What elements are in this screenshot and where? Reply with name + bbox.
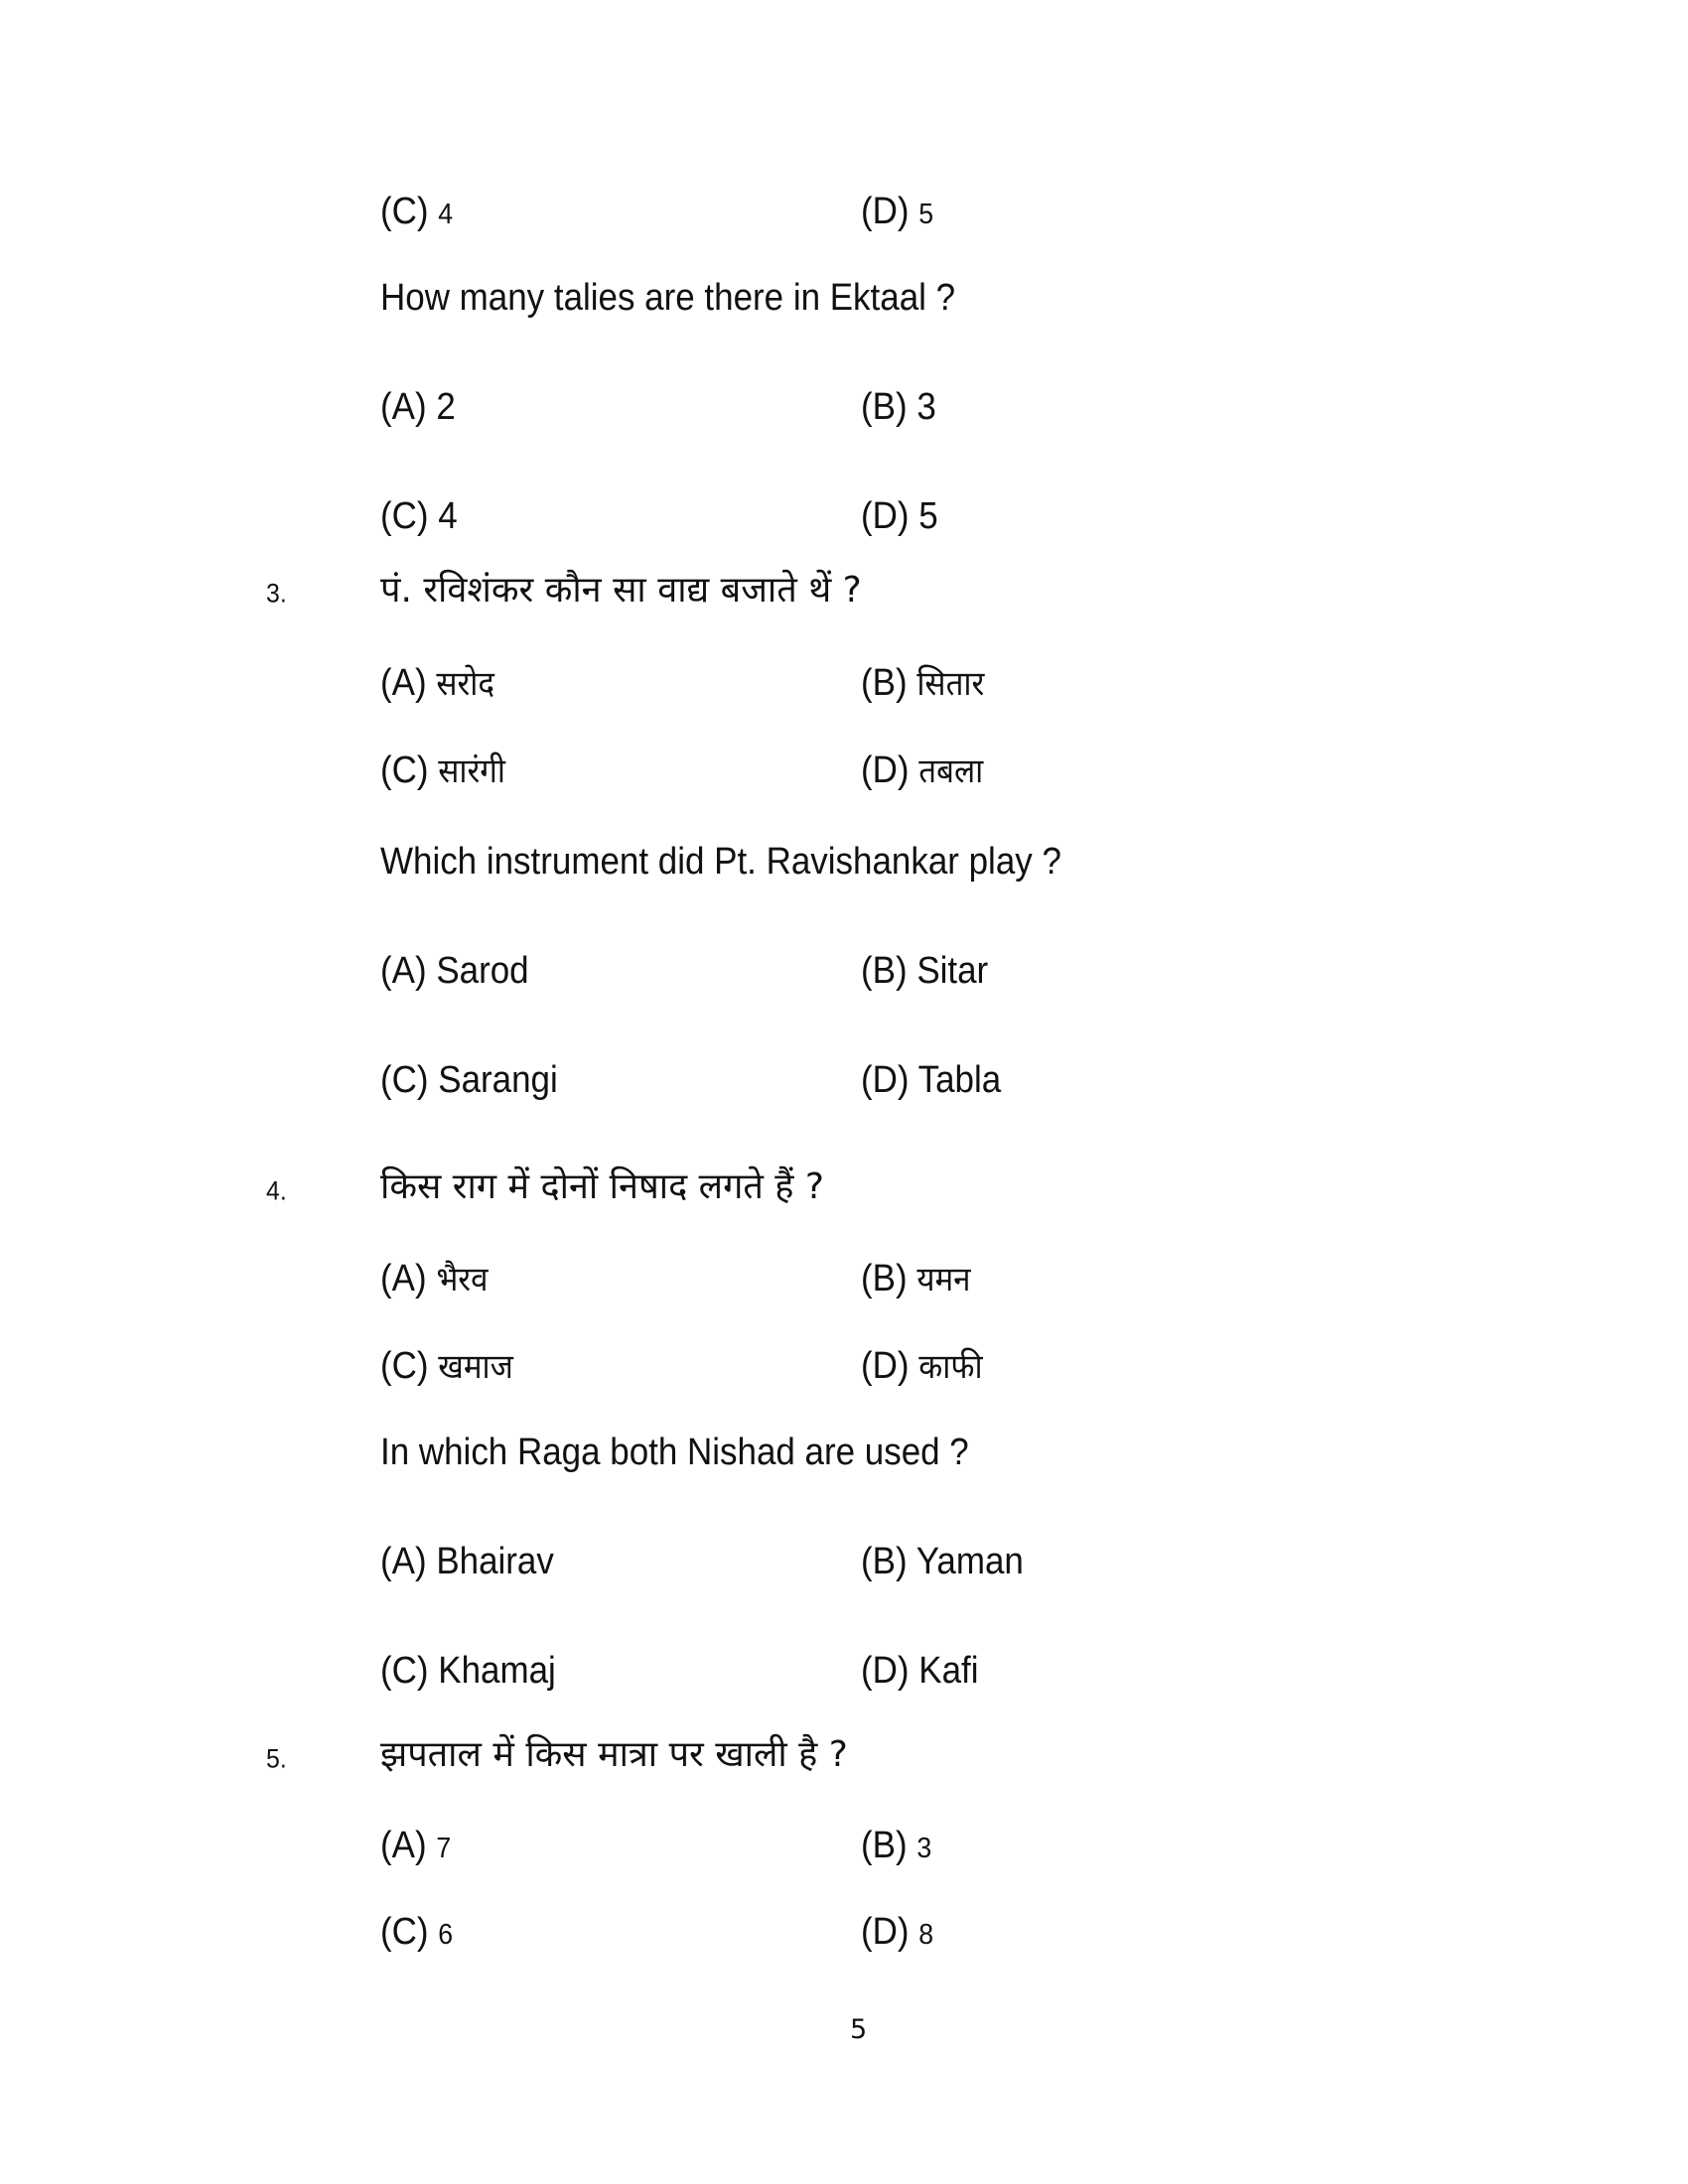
option-label: (B) [861, 1258, 908, 1299]
option-label: (C) [380, 191, 429, 232]
option-a [380, 664, 494, 702]
option-value: 7 [436, 1833, 452, 1864]
option-a [380, 1260, 489, 1297]
option-value: 8 [918, 1919, 934, 1951]
option-label: (B) [861, 386, 908, 428]
option-value: सरोद [436, 664, 494, 704]
option-label: (B) [861, 950, 908, 992]
question-text-hindi: किस राग में दोनों निषाद लगते हैं ? [380, 1166, 824, 1207]
question-text-english: In which Raga both Nishad are used ? [380, 1432, 969, 1473]
option-b [861, 1260, 971, 1297]
option-value: खमाज [438, 1347, 513, 1387]
option-label: (C) [380, 1345, 429, 1387]
option-label: (D) [861, 1059, 910, 1101]
option-d [861, 1913, 933, 1951]
option-a [380, 388, 456, 426]
option-d [861, 751, 983, 789]
option-label: (D) [861, 191, 910, 232]
option-label: (A) [380, 1541, 427, 1582]
option-a [380, 1543, 554, 1580]
option-value: 3 [916, 386, 936, 428]
option-label: (B) [861, 1825, 908, 1866]
option-value: Sitar [916, 950, 989, 992]
option-value: 2 [436, 386, 456, 428]
option-value: 5 [918, 495, 938, 537]
option-label: (A) [380, 1825, 427, 1866]
option-label: (D) [861, 495, 910, 537]
option-c [380, 1061, 558, 1099]
question-number: 4. [266, 1175, 287, 1206]
option-value: 3 [916, 1833, 932, 1864]
option-value: Khamaj [438, 1650, 556, 1692]
option-label: (A) [380, 386, 427, 428]
option-label: (C) [380, 750, 429, 791]
option-label: (C) [380, 1650, 429, 1692]
option-label: (B) [861, 662, 908, 704]
option-d [861, 497, 938, 535]
question-number: 5. [266, 1743, 287, 1774]
option-label: (D) [861, 1650, 910, 1692]
option-c [380, 1652, 556, 1690]
option-value: काफी [918, 1347, 983, 1387]
option-b [861, 1543, 1024, 1580]
question-number: 3. [266, 578, 287, 609]
option-value: 4 [438, 199, 454, 230]
option-value: सितार [916, 664, 985, 704]
option-value: Bhairav [436, 1541, 554, 1582]
option-value: 5 [918, 199, 934, 230]
option-value: यमन [916, 1260, 971, 1299]
option-d [861, 1347, 983, 1385]
page-number: 5 [850, 2014, 868, 2045]
option-d [861, 1061, 1001, 1099]
option-value: तबला [918, 751, 984, 791]
option-c [380, 497, 458, 535]
question-text-english: Which instrument did Pt. Ravishankar play ? [380, 841, 1061, 883]
option-value: सारंगी [438, 751, 506, 791]
option-b [861, 664, 984, 702]
option-label: (A) [380, 662, 427, 704]
option-label: (D) [861, 1911, 910, 1953]
option-c [380, 1347, 513, 1385]
option-label: (B) [861, 1541, 908, 1582]
option-label: (D) [861, 750, 910, 791]
option-label: (C) [380, 1911, 429, 1953]
option-d [861, 193, 933, 230]
option-a [380, 1827, 451, 1864]
option-value: Kafi [918, 1650, 979, 1692]
option-b [861, 952, 988, 990]
option-label: (A) [380, 1258, 427, 1299]
option-c [380, 751, 505, 789]
option-value: 4 [438, 495, 458, 537]
option-label: (A) [380, 950, 427, 992]
option-label: (C) [380, 495, 429, 537]
option-value: Sarangi [438, 1059, 558, 1101]
option-label: (C) [380, 1059, 429, 1101]
question-text-hindi: झपताल में किस मात्रा पर खाली है ? [380, 1734, 848, 1775]
option-label: (D) [861, 1345, 910, 1387]
option-c [380, 193, 453, 230]
option-value: 6 [438, 1919, 454, 1951]
option-value: Sarod [436, 950, 529, 992]
option-c [380, 1913, 453, 1951]
option-value: Tabla [917, 1059, 1002, 1101]
option-value: Yaman [915, 1541, 1024, 1582]
question-text-english: How many talies are there in Ektaal ? [380, 277, 956, 319]
question-text-hindi: पं. रविशंकर कौन सा वाद्य बजाते थें ? [380, 570, 862, 611]
option-b [861, 388, 936, 426]
option-b [861, 1827, 931, 1864]
option-value: भैरव [436, 1260, 489, 1299]
option-a [380, 952, 529, 990]
option-d [861, 1652, 979, 1690]
